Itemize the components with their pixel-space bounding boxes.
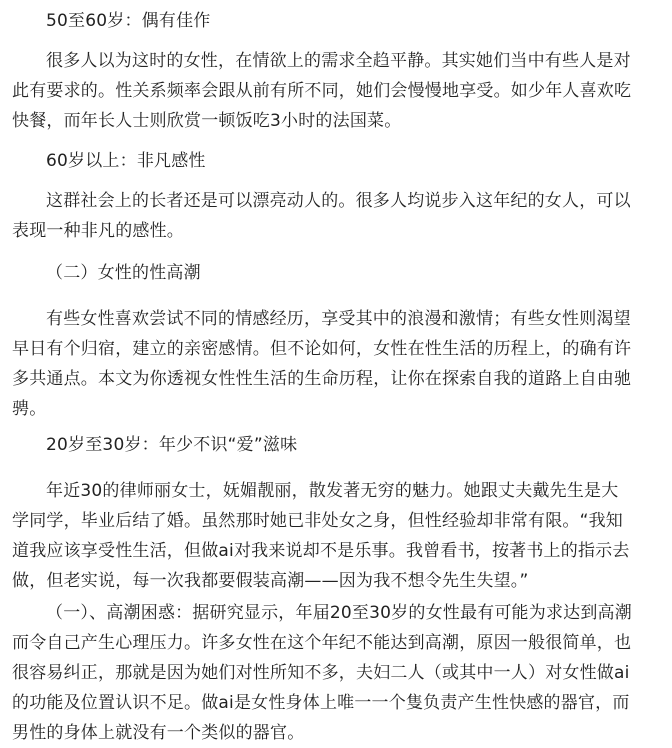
paragraph-intro <box>12 304 662 424</box>
text-line: 的功能及位置认识不足。做ai是女性身体上唯一一个隻负责产生性快感的器官，而 <box>12 693 630 713</box>
paragraph-60-plus <box>12 186 662 246</box>
text-line: （一）、高潮困惑：据研究显示，年届20至30岁的女性最有可能为求达到高潮 <box>46 603 632 623</box>
text-line: 50至60岁：偶有佳作 <box>46 11 211 31</box>
text-line: 20岁至30岁：年少不识“爱”滋味 <box>46 435 298 455</box>
text-line: 此有要求的。性关系频率会跟从前有所不同，她们会慢慢地享受。如少年人喜欢吃 <box>12 81 632 101</box>
text-line: 骋。 <box>12 399 47 419</box>
paragraph-orgasm-confusion <box>12 598 662 718</box>
text-line: 快餐，而年长人士则欣赏一顿饭吃3小时的法国菜。 <box>12 111 402 131</box>
text-line: 早日有个归宿，建立的亲密感情。但不论如何，女性在性生活的历程上，的确有许 <box>12 339 632 359</box>
text-line: 有些女性喜欢尝试不同的情感经历，享受其中的浪漫和激情；有些女性则渴望 <box>46 309 631 329</box>
heading-20-30 <box>12 430 662 460</box>
text-line: 而令自己产生心理压力。许多女性在这个年纪不能达到高潮，原因一般很简单，也 <box>12 633 632 653</box>
paragraph-50-60 <box>12 46 662 136</box>
text-line: 多共通点。本文为你透视女性性生活的生命历程，让你在探索自我的道路上自由驰 <box>12 369 632 389</box>
text-line: 学同学，毕业后结了婚。虽然那时她已非处女之身，但性经验却非常有限。“我知 <box>12 511 624 531</box>
text-line: 做，但老实说，每一次我都要假装高潮——因为我不想令先生失望。” <box>12 571 529 591</box>
text-line: （二）女性的性高潮 <box>46 263 201 283</box>
text-line: 很多人以为这时的女性，在情欲上的需求全趋平静。其实她们当中有些人是对 <box>46 51 631 71</box>
heading-60-plus <box>12 146 662 176</box>
text-line: 很容易纠正，那就是因为她们对性所知不多，夫妇二人（或其中一人）对女性做ai <box>12 663 630 683</box>
text-line: 道我应该享受性生活，但做ai对我来说却不是乐事。我曾看书，按著书上的指示去 <box>12 541 630 561</box>
paragraph-orgasm-confusion-end <box>12 718 662 748</box>
heading-50-60 <box>12 6 662 36</box>
text-line: 这群社会上的长者还是可以漂亮动人的。很多人均说步入这年纪的女人，可以 <box>46 191 631 211</box>
text-line: 男性的身体上就没有一个类似的器官。 <box>12 723 305 743</box>
text-line: 60岁以上：非凡感性 <box>46 151 206 171</box>
heading-female-orgasm <box>12 258 662 288</box>
text-line: 表现一种非凡的感性。 <box>12 221 184 241</box>
text-line: 年近30的律师丽女士，妩媚靓丽，散发著无穷的魅力。她跟丈夫戴先生是大 <box>46 481 619 501</box>
paragraph-lawyer-story <box>12 476 662 596</box>
